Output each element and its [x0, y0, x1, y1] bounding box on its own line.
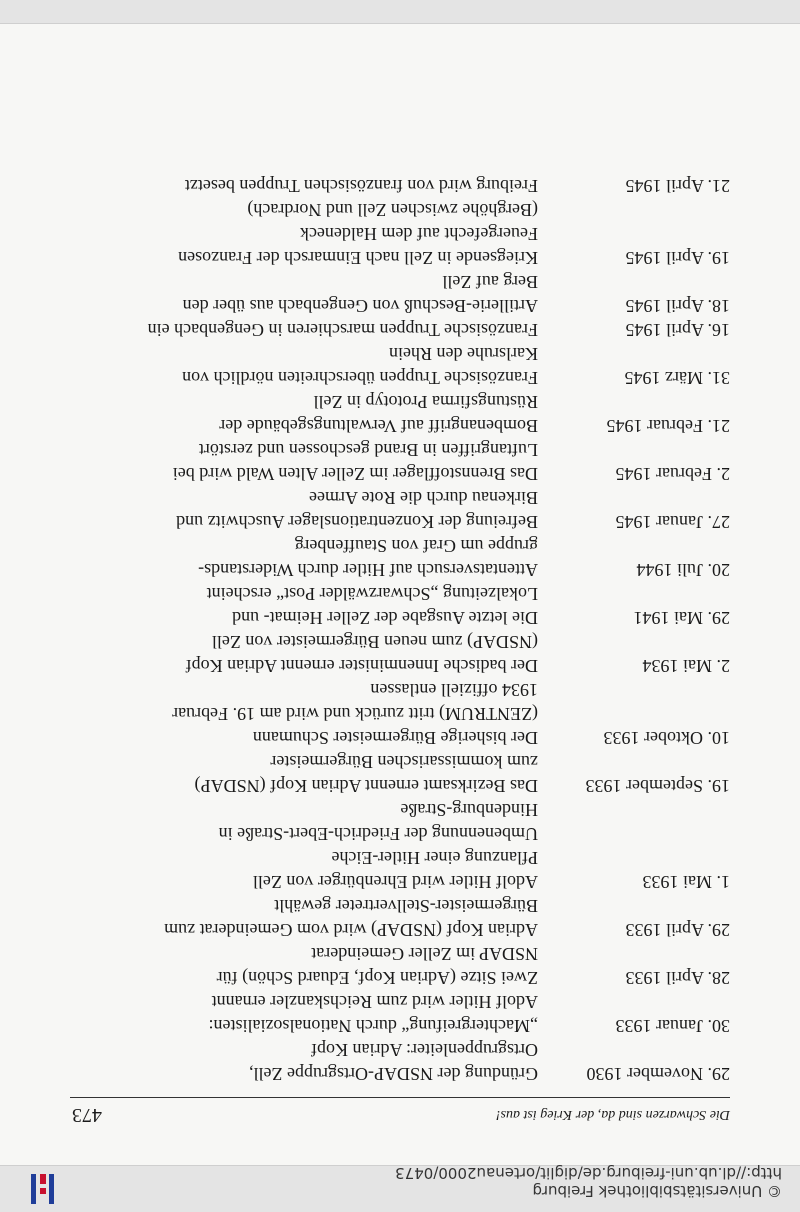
entry-date: 19. September 1933 — [585, 776, 730, 796]
entry-text — [70, 678, 538, 750]
entry-date: 29. November 1930 — [586, 1064, 730, 1084]
entry-line: Karlsruhe den Rhein — [389, 344, 538, 364]
entry-line: Bürgermeister-Stellvertreter gewählt — [274, 896, 538, 916]
entry-line: Die letzte Ausgabe der Zeller Heimat- und — [232, 608, 538, 628]
entry-text — [70, 894, 538, 942]
entry-line: (Berghöhe zwischen Zell und Nordrach) — [247, 200, 538, 220]
entry-line: Der badische Innenminister ernennt Adrian Kopf — [185, 656, 538, 676]
entry-date: 21. Februar 1945 — [606, 416, 730, 436]
timeline-entry — [70, 438, 730, 486]
entry-line: „Machtergreifung“ durch Nationalsozialisten: — [208, 1016, 538, 1036]
entry-date: 29. April 1933 — [625, 920, 730, 940]
entry-date: 20. Juli 1944 — [636, 560, 730, 580]
entry-date: 28. April 1933 — [625, 968, 730, 988]
entry-text — [70, 270, 538, 318]
timeline-entry — [70, 390, 730, 438]
page-header — [70, 1097, 730, 1124]
timeline-entry — [70, 318, 730, 342]
timeline-entry — [70, 270, 730, 318]
entry-line: Der bisherige Bürgermeister Schumann — [252, 728, 538, 748]
chronology-list — [70, 174, 730, 1086]
page-number: 473 — [72, 1104, 102, 1126]
entry-line: Bombenangriff auf Verwaltungsgebäude der — [219, 416, 538, 436]
entry-line: Das Brennstofflager im Zeller Alten Wald wird bei — [172, 464, 538, 484]
entry-line: Berg auf Zell — [442, 272, 538, 292]
entry-date: 30. Januar 1933 — [615, 1016, 730, 1036]
entry-line: Befreiung der Konzentrationslager Auschwitz und — [176, 512, 538, 532]
entry-text — [70, 630, 538, 678]
entry-text — [70, 438, 538, 486]
timeline-entry — [70, 894, 730, 942]
entry-text — [70, 486, 538, 534]
entry-date: 19. April 1945 — [625, 248, 730, 268]
entry-line: Artillerie-Beschuß von Gengenbach aus über den — [182, 296, 538, 316]
entry-line: Luftangriffen in Brand geschossen und zerstört — [198, 440, 538, 460]
entry-date: 18. April 1945 — [625, 296, 730, 316]
entry-line: Attentatsversuch auf Hitler durch Widerstands- — [198, 560, 538, 580]
entry-line: Birkenau durch die Rote Armee — [309, 488, 538, 508]
timeline-entry — [70, 486, 730, 534]
entry-line: 1934 offiziell entlassen — [370, 680, 538, 700]
timeline-entry — [70, 942, 730, 990]
entry-text — [70, 390, 538, 438]
timeline-entry — [70, 198, 730, 270]
entry-date: 1. Mai 1933 — [642, 872, 730, 892]
entry-date: 29. Mai 1941 — [633, 608, 730, 628]
timeline-entry — [70, 750, 730, 798]
entry-text — [70, 174, 538, 198]
entry-line: Französische Truppen marschieren in Gengenbach ein — [147, 320, 538, 340]
library-credit — [395, 1164, 782, 1200]
entry-line: gruppe um Graf von Stauffenberg — [294, 536, 538, 556]
entry-text — [70, 534, 538, 582]
entry-text — [70, 198, 538, 270]
entry-text — [70, 798, 538, 894]
running-title: Die Schwarzen sind da, der Krieg ist aus! — [495, 1107, 730, 1122]
entry-line: Feuergefecht auf dem Haldeneck — [299, 224, 538, 244]
entry-line: NSDAP im Zeller Gemeinderat — [311, 944, 538, 964]
timeline-entry — [70, 990, 730, 1038]
viewer-header-bar — [0, 1165, 800, 1212]
entry-date: 2. Februar 1945 — [615, 464, 730, 484]
entry-line: Zwei Sitze (Adrian Kopf, Eduard Schön) für — [216, 968, 538, 988]
timeline-entry — [70, 798, 730, 894]
entry-date: 2. Mai 1934 — [642, 656, 730, 676]
timeline-entry — [70, 174, 730, 198]
timeline-entry — [70, 534, 730, 582]
entry-line: Umbenennung der Friedrich-Ebert-Straße in — [218, 824, 538, 844]
entry-text — [70, 750, 538, 798]
entry-line: Französische Truppen überschreiten nördlich von — [182, 368, 538, 388]
entry-line: Adolf Hitler wird Ehrenbürger von Zell — [252, 872, 538, 892]
entry-line: Kriegsende in Zell nach Einmarsch der Franzosen — [178, 248, 538, 268]
source-url-link[interactable]: http://dl.ub.uni-freiburg.de/diglit/ortenau2000/0473 — [395, 1164, 782, 1182]
entry-line: (NSDAP) zum neuen Bürgermeister von Zell — [211, 632, 538, 652]
entry-line: Hindenburg-Straße — [400, 800, 538, 820]
viewer-footer-bar — [0, 0, 800, 24]
entry-text — [70, 1038, 538, 1086]
timeline-entry — [70, 678, 730, 750]
entry-line: Ortsgruppenleiter: Adrian Kopf — [311, 1040, 538, 1060]
university-logo-icon — [24, 1174, 60, 1204]
timeline-entry — [70, 1038, 730, 1086]
entry-line: Freiburg wird von französischen Truppen besetzt — [184, 176, 538, 196]
timeline-entry — [70, 630, 730, 678]
entry-text — [70, 318, 538, 342]
entry-line: Das Bezirksamt ernennt Adrian Kopf (NSDAP) — [194, 776, 538, 796]
timeline-entry — [70, 342, 730, 390]
entry-text — [70, 990, 538, 1038]
entry-line: (ZENTRUM) tritt zurück und wird am 19. Februar — [172, 704, 538, 724]
entry-text — [70, 942, 538, 990]
entry-date: 27. Januar 1945 — [615, 512, 730, 532]
entry-line: Adrian Kopf (NSDAP) wird vom Gemeinderat zum — [164, 920, 538, 940]
entry-date: 16. April 1945 — [625, 320, 730, 340]
entry-line: Gründung der NSDAP-Ortsgruppe Zell, — [249, 1064, 538, 1084]
entry-text — [70, 582, 538, 630]
entry-line: Pflanzung einer Hitler-Eiche — [331, 848, 538, 868]
entry-line: zum kommissarischen Bürgermeister — [270, 752, 538, 772]
entry-date: 31. März 1945 — [624, 368, 730, 388]
timeline-entry — [70, 582, 730, 630]
entry-line: Adolf Hitler wird zum Reichskanzler ernannt — [211, 992, 538, 1012]
entry-date: 21. April 1945 — [625, 176, 730, 196]
entry-date: 10. Oktober 1933 — [603, 728, 730, 748]
entry-text — [70, 342, 538, 390]
copyright-text: © Universitätsbibliothek Freiburg — [532, 1182, 782, 1200]
entry-line: Lokalzeitung „Schwarzwälder Post“ erscheint — [206, 584, 538, 604]
entry-line: Rüstungsfirma Prototyp in Zell — [313, 392, 538, 412]
